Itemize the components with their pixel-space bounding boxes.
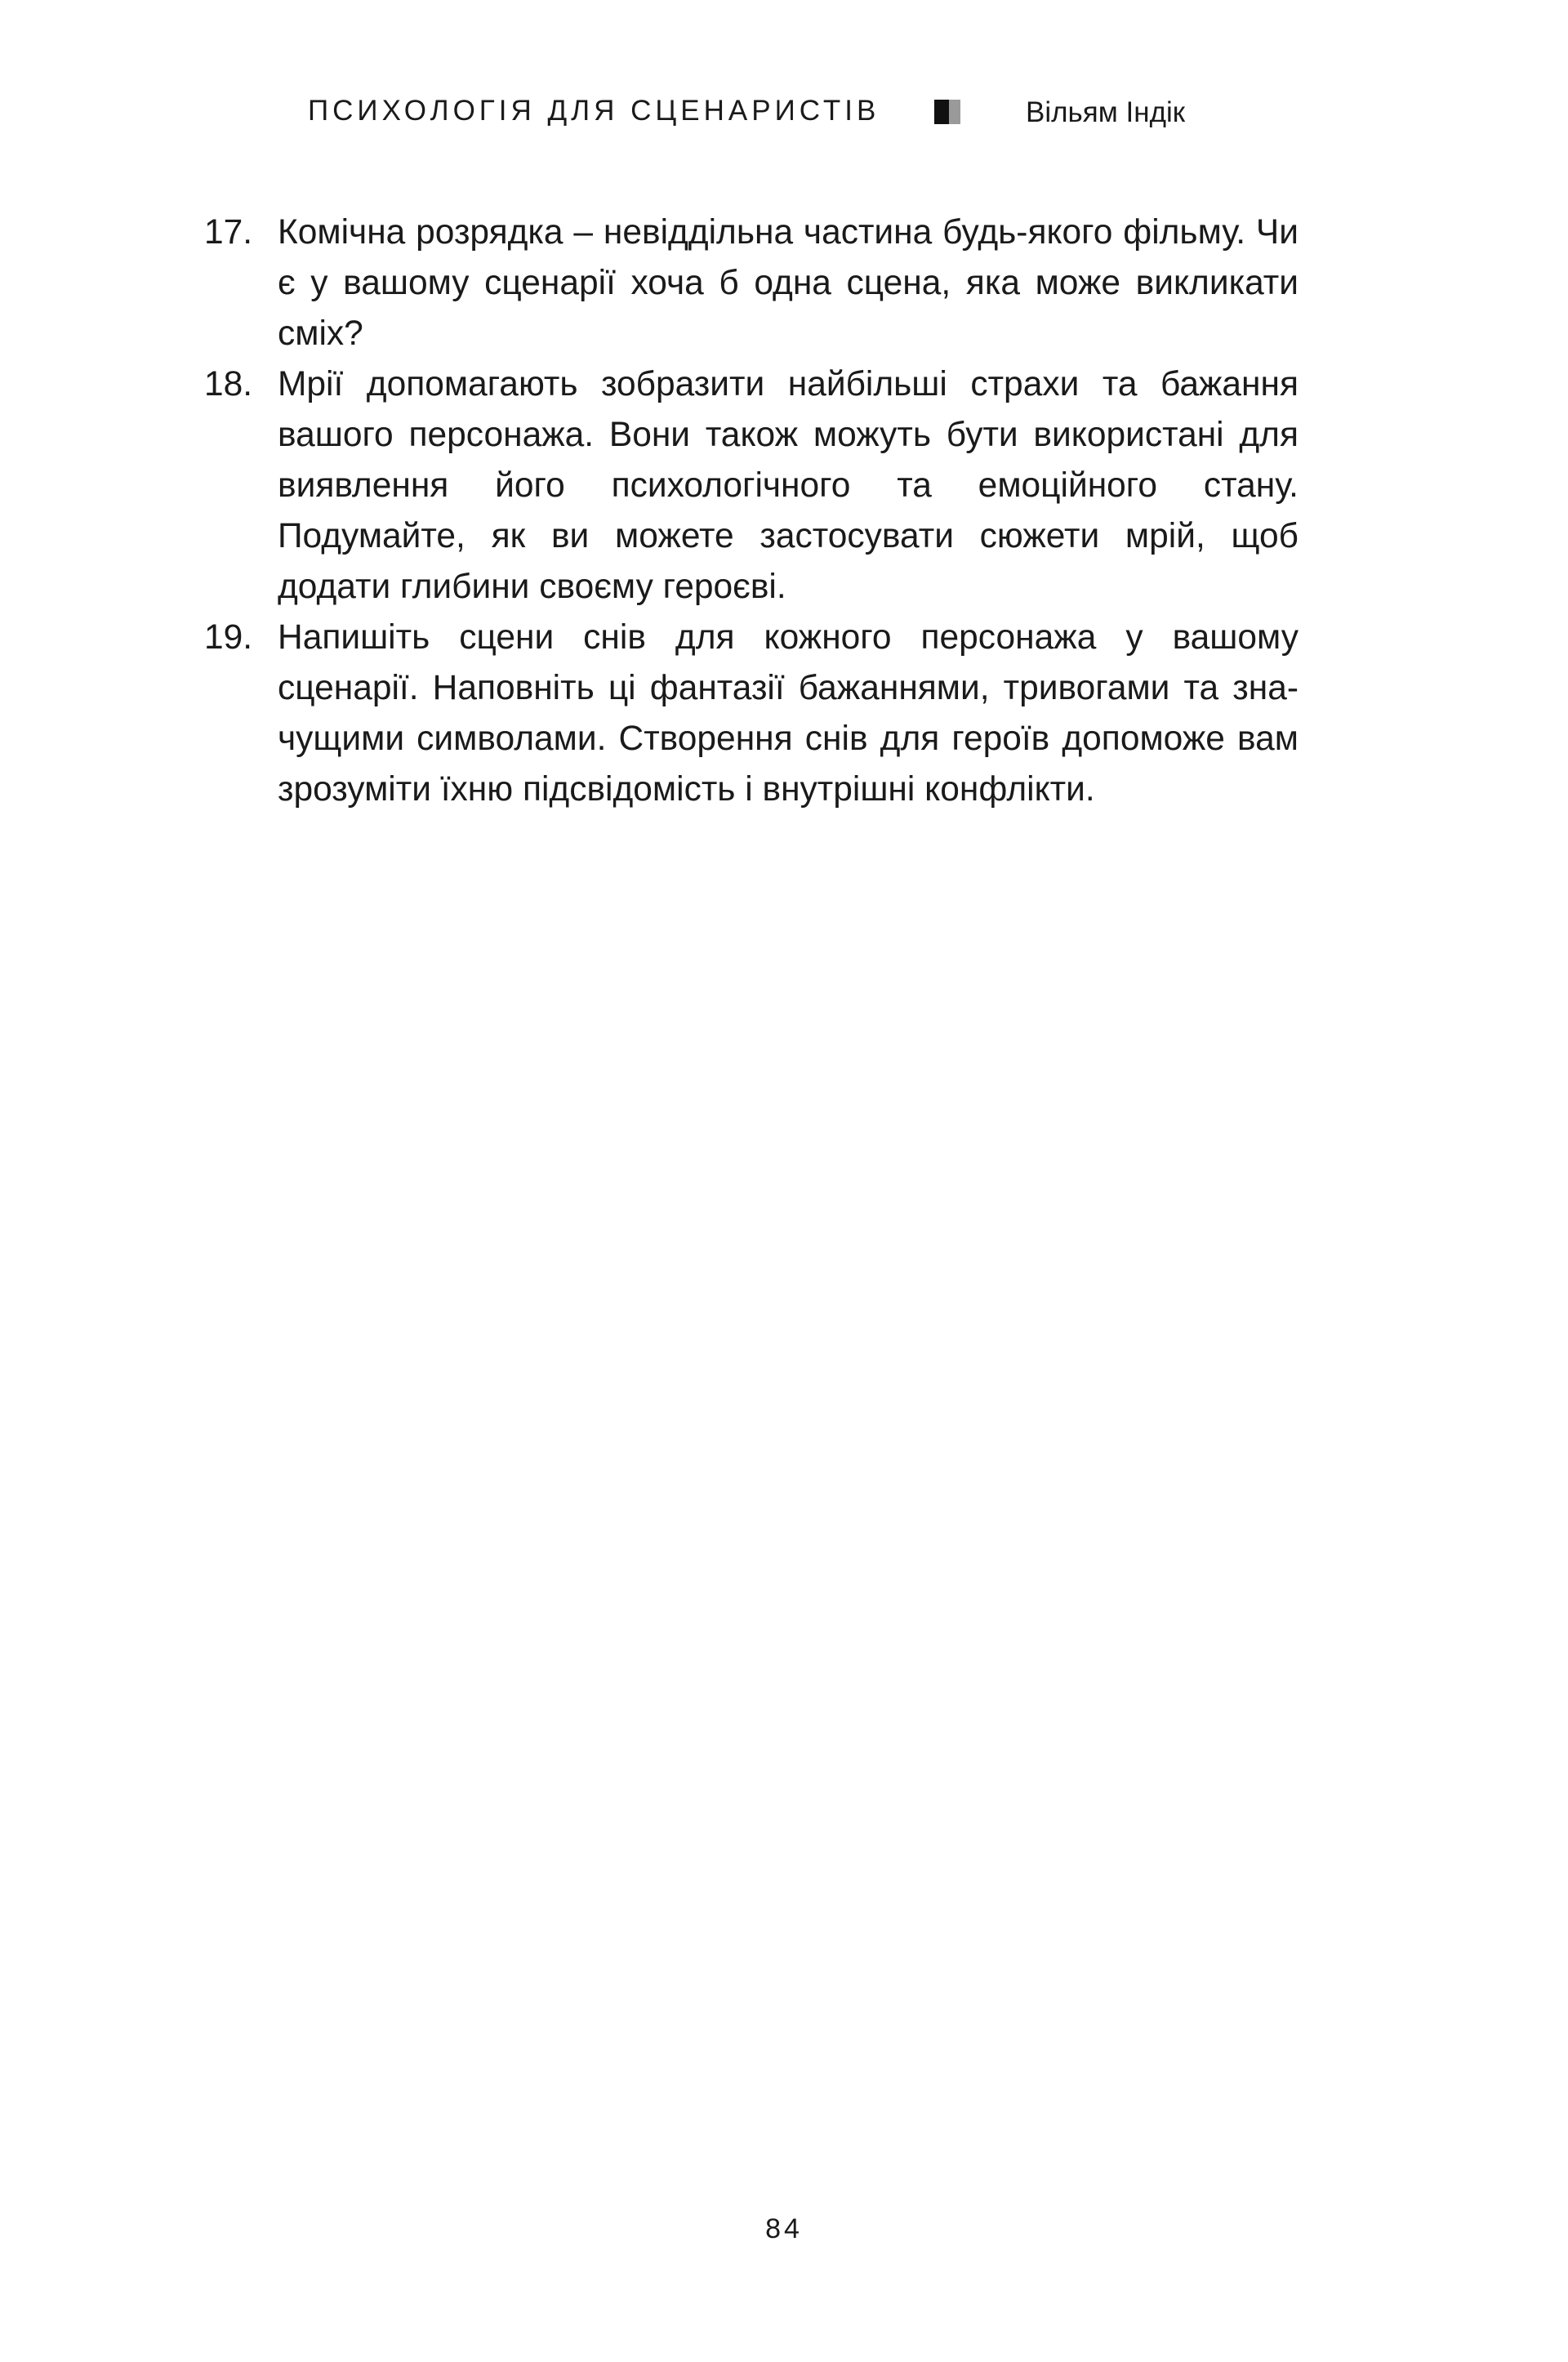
item-text: Напишіть сцени снів для кожного персонажа у вашому сценарії. Наповніть ці фантазії бажаннями, тривогами та значущими символами. Створення снів для героїв допоможе вам зрозуміти їхню підсвідомість і внутрішні конфлікти. [278,618,1298,809]
list-item [204,359,1298,613]
author-name: Вільям Індік [1026,96,1186,128]
item-number: 19. [204,618,253,657]
split-square-icon [934,100,960,124]
list-item [204,207,1298,359]
page-number: 84 [765,2213,803,2244]
item-text: Мрії допомагають зобразити найбільші страхи та бажання вашого персонажа. Вони також можуть бути використані для виявлення його психологічного та емоційного стану. Подумайте, як ви можете застосувати сюжети мрій, щоб додати глибини своєму героєві. [278,365,1298,606]
item-number: 18. [204,365,253,403]
list-item [204,613,1298,815]
questions-list [204,207,1298,815]
running-header [0,91,1568,132]
item-number: 17. [204,213,253,252]
item-text: Комічна розрядка – невіддільна частина будь-якого фільму. Чи є у вашому сценарії хоча б одна сцена, яка може викликати сміх? [278,213,1298,353]
book-title: ПСИХОЛОГІЯ ДЛЯ СЦЕНАРИСТІВ [308,95,880,127]
